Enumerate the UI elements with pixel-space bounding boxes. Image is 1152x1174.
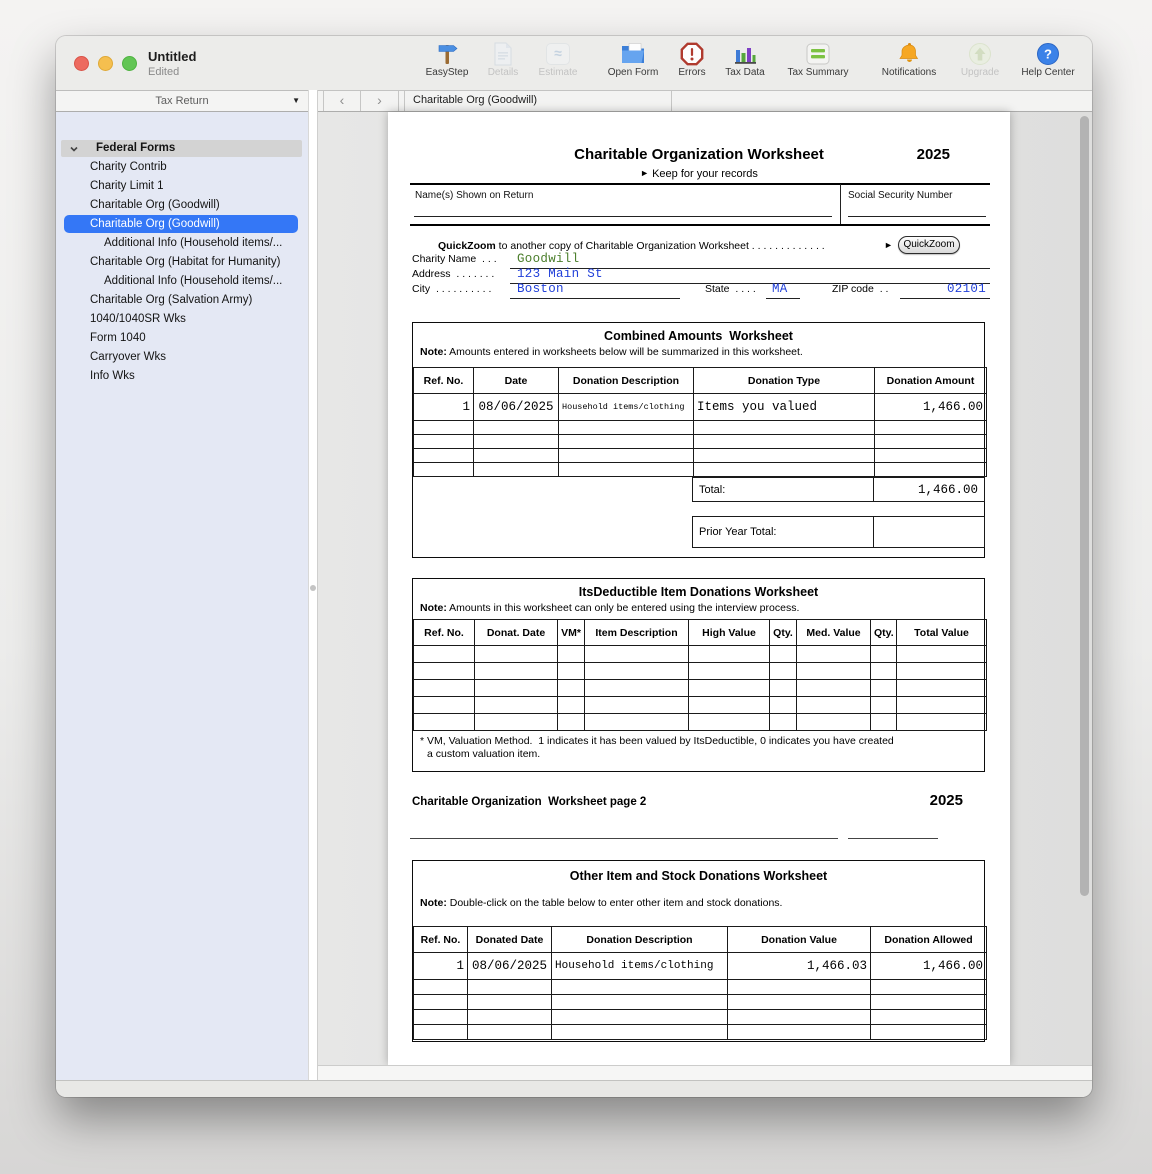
forward-button[interactable] bbox=[361, 91, 399, 111]
state-label: State . . . . bbox=[705, 283, 756, 295]
empty-cell bbox=[871, 680, 897, 697]
sidebar-item-charitable-org-goodwill-2-selected[interactable]: Charitable Org (Goodwill) bbox=[64, 215, 298, 233]
empty-cell[interactable] bbox=[694, 435, 875, 449]
empty-cell bbox=[475, 680, 558, 697]
prior-year-total-label: Prior Year Total: bbox=[693, 517, 874, 548]
splitter-handle-icon bbox=[310, 585, 316, 591]
empty-cell bbox=[871, 646, 897, 663]
table-row bbox=[414, 953, 987, 980]
donation-amount-cell[interactable]: 1,466.00 bbox=[875, 394, 987, 421]
toolbar-tax-data-button[interactable]: Tax Data bbox=[700, 41, 790, 78]
itsdeductible-title: ItsDeductible Item Donations Worksheet bbox=[578, 585, 819, 599]
table-header-row: Ref. No. Donat. Date VM* Item Description High Value Qty. Med. Value Qty. Total Value bbox=[414, 620, 987, 646]
other-donations-table[interactable] bbox=[413, 926, 987, 1040]
empty-cell[interactable] bbox=[871, 995, 987, 1010]
window-edited-state: Edited bbox=[148, 66, 180, 78]
empty-cell bbox=[558, 646, 585, 663]
empty-cell bbox=[871, 697, 897, 714]
empty-cell[interactable] bbox=[728, 995, 871, 1010]
empty-cell[interactable] bbox=[414, 421, 474, 435]
city-underline[interactable] bbox=[510, 298, 680, 299]
chevron-left-icon: ‹ bbox=[339, 92, 345, 108]
state-value[interactable]: MA bbox=[772, 282, 788, 296]
table-row bbox=[414, 1025, 987, 1040]
empty-cell[interactable] bbox=[414, 1010, 468, 1025]
toolbar-upgrade-button: Upgrade bbox=[935, 41, 1025, 78]
empty-cell[interactable] bbox=[694, 463, 875, 477]
sidebar-item-form-1040[interactable]: Form 1040 bbox=[90, 332, 146, 344]
divider bbox=[410, 183, 990, 185]
donated-date-cell[interactable]: 08/06/2025 bbox=[468, 953, 552, 980]
empty-cell bbox=[414, 663, 475, 680]
arrow-right-icon: ► bbox=[884, 240, 893, 250]
empty-cell[interactable] bbox=[694, 421, 875, 435]
close-window-button[interactable] bbox=[74, 56, 89, 71]
empty-cell[interactable] bbox=[414, 463, 474, 477]
name-field-underline[interactable] bbox=[414, 216, 832, 217]
total-value: 1,466.00 bbox=[874, 478, 985, 502]
table-row bbox=[414, 646, 987, 663]
empty-cell[interactable] bbox=[414, 449, 474, 463]
sidebar-item-charitable-org-salvation-army[interactable]: Charitable Org (Salvation Army) bbox=[90, 294, 253, 306]
table-row bbox=[414, 995, 987, 1010]
empty-cell bbox=[770, 680, 797, 697]
empty-cell[interactable] bbox=[552, 995, 728, 1010]
empty-cell bbox=[585, 714, 689, 731]
worksheet-page bbox=[388, 112, 1010, 1065]
donation-allowed-cell[interactable]: 1,466.00 bbox=[871, 953, 987, 980]
combined-amounts-box bbox=[412, 322, 985, 558]
prior-year-total-value[interactable] bbox=[874, 517, 985, 548]
empty-cell bbox=[558, 680, 585, 697]
empty-cell[interactable] bbox=[871, 980, 987, 995]
empty-cell bbox=[689, 697, 770, 714]
toolbar-errors-button[interactable]: Errors bbox=[647, 41, 737, 78]
table-row bbox=[414, 1010, 987, 1025]
divider bbox=[410, 224, 990, 226]
horizontal-scroll-area bbox=[318, 1065, 1092, 1080]
table-row bbox=[414, 463, 987, 477]
address-value[interactable]: 123 Main St bbox=[517, 267, 603, 281]
page2-title: Charitable Organization Worksheet page 2 bbox=[412, 796, 647, 808]
empty-cell bbox=[797, 680, 871, 697]
arrow-right-icon: ► bbox=[640, 168, 650, 178]
tab-charitable-org-goodwill[interactable]: Charitable Org (Goodwill) bbox=[404, 91, 672, 111]
empty-cell bbox=[475, 714, 558, 731]
vertical-scrollbar[interactable] bbox=[1080, 116, 1089, 896]
sidebar-item-carryover-wks[interactable]: Carryover Wks bbox=[90, 351, 167, 363]
sidebar-item-1040-1040sr-wks[interactable]: 1040/1040SR Wks bbox=[90, 313, 186, 325]
empty-cell[interactable] bbox=[468, 980, 552, 995]
ref-no-cell[interactable]: 1 bbox=[414, 953, 468, 980]
charity-name-value[interactable]: Goodwill bbox=[517, 252, 580, 266]
table-row bbox=[414, 663, 987, 680]
toolbar-notifications-button[interactable]: Notifications bbox=[864, 41, 954, 78]
estimate-approx-icon: ≈ bbox=[513, 41, 603, 66]
form-year: 2025 bbox=[916, 146, 950, 163]
sidebar-item-additional-info-2[interactable]: Additional Info (Household items/... bbox=[104, 275, 283, 287]
tab-bar bbox=[318, 90, 1092, 112]
quickzoom-button[interactable]: QuickZoom bbox=[898, 236, 960, 254]
sidebar-view-dropdown[interactable] bbox=[56, 90, 308, 112]
empty-cell bbox=[414, 646, 475, 663]
empty-cell[interactable] bbox=[559, 435, 694, 449]
other-title: Other Item and Stock Donations Worksheet bbox=[569, 869, 828, 883]
empty-cell[interactable] bbox=[728, 1010, 871, 1025]
prior-year-total-row bbox=[692, 516, 985, 548]
empty-cell[interactable] bbox=[728, 1025, 871, 1040]
empty-cell[interactable] bbox=[414, 995, 468, 1010]
table-header-row: Ref. No. Date Donation Description Donation Type Donation Amount bbox=[414, 368, 987, 394]
empty-cell bbox=[770, 646, 797, 663]
form-content-area bbox=[318, 112, 1092, 1065]
header-band bbox=[56, 90, 1092, 112]
table-row bbox=[414, 394, 987, 421]
empty-cell[interactable] bbox=[559, 463, 694, 477]
state-underline[interactable] bbox=[766, 298, 800, 299]
zoom-window-button[interactable] bbox=[122, 56, 137, 71]
empty-cell[interactable] bbox=[474, 435, 559, 449]
dropdown-arrow-icon: ▼ bbox=[292, 96, 300, 105]
empty-cell[interactable] bbox=[694, 449, 875, 463]
empty-cell[interactable] bbox=[468, 995, 552, 1010]
page2-ssn-underline bbox=[848, 838, 938, 839]
empty-cell[interactable] bbox=[414, 435, 474, 449]
zip-underline[interactable] bbox=[900, 298, 990, 299]
sidebar-item-charitable-org-goodwill-1[interactable]: Charitable Org (Goodwill) bbox=[90, 199, 220, 211]
empty-cell bbox=[585, 646, 689, 663]
empty-cell bbox=[689, 663, 770, 680]
total-label: Total: bbox=[693, 478, 874, 502]
titlebar bbox=[56, 36, 1092, 90]
table-row bbox=[414, 714, 987, 731]
empty-cell bbox=[689, 646, 770, 663]
total-row bbox=[692, 477, 985, 502]
empty-cell bbox=[585, 663, 689, 680]
empty-cell bbox=[689, 680, 770, 697]
svg-text:?: ? bbox=[1044, 46, 1052, 61]
toolbar-help-center-button[interactable]: ? Help Center bbox=[1003, 41, 1092, 78]
table-row bbox=[414, 421, 987, 435]
empty-cell bbox=[475, 663, 558, 680]
empty-cell bbox=[797, 663, 871, 680]
table-header-row: Ref. No. Donated Date Donation Description Donation Value Donation Allowed bbox=[414, 927, 987, 953]
empty-cell[interactable] bbox=[468, 1025, 552, 1040]
empty-cell bbox=[414, 714, 475, 731]
itsdeductible-table bbox=[413, 619, 987, 731]
table-row bbox=[414, 449, 987, 463]
table-row bbox=[414, 435, 987, 449]
other-donations-box bbox=[412, 860, 985, 1042]
empty-cell bbox=[585, 680, 689, 697]
empty-cell bbox=[475, 697, 558, 714]
donation-description-cell[interactable]: Household items/clothing bbox=[559, 394, 694, 421]
ssn-label: Social Security Number bbox=[848, 190, 953, 201]
toolbar-details-button: Details bbox=[458, 41, 548, 78]
empty-cell bbox=[797, 697, 871, 714]
empty-cell[interactable] bbox=[875, 421, 987, 435]
empty-cell bbox=[871, 663, 897, 680]
sidebar-item-charity-contrib[interactable]: Charity Contrib bbox=[90, 161, 167, 173]
empty-cell[interactable] bbox=[728, 980, 871, 995]
window-bottom-bar bbox=[56, 1080, 1092, 1097]
address-label: Address . . . . . . . bbox=[412, 268, 495, 280]
empty-cell bbox=[770, 714, 797, 731]
back-button[interactable] bbox=[323, 91, 361, 111]
toolbar-easystep-button[interactable]: EasyStep bbox=[402, 41, 492, 78]
help-question-icon bbox=[1003, 41, 1092, 66]
toolbar-open-form-button[interactable]: Open Form bbox=[588, 41, 678, 78]
empty-cell[interactable] bbox=[468, 1010, 552, 1025]
empty-cell bbox=[414, 697, 475, 714]
donation-value-cell[interactable]: 1,466.03 bbox=[728, 953, 871, 980]
empty-cell bbox=[475, 646, 558, 663]
combined-title: Combined Amounts Worksheet bbox=[604, 329, 793, 343]
empty-cell[interactable] bbox=[559, 421, 694, 435]
empty-cell bbox=[897, 646, 987, 663]
city-value[interactable]: Boston bbox=[517, 282, 564, 296]
empty-cell[interactable] bbox=[875, 435, 987, 449]
charity-name-label: Charity Name . . . bbox=[412, 253, 497, 265]
keep-for-records-line: ► Keep for your records bbox=[640, 168, 758, 180]
empty-cell bbox=[797, 646, 871, 663]
form-title: Charitable Organization Worksheet bbox=[574, 146, 824, 163]
page2-name-underline bbox=[410, 838, 838, 839]
empty-cell[interactable] bbox=[552, 1025, 728, 1040]
empty-cell[interactable] bbox=[871, 1010, 987, 1025]
empty-cell bbox=[585, 697, 689, 714]
empty-cell[interactable] bbox=[552, 980, 728, 995]
divider bbox=[840, 184, 841, 226]
empty-cell[interactable] bbox=[474, 463, 559, 477]
other-note: Note: Double-click on the table below to enter other item and stock donations. bbox=[420, 897, 783, 909]
table-row bbox=[414, 980, 987, 995]
empty-cell[interactable] bbox=[414, 1025, 468, 1040]
toolbar-estimate-button: ≈ Estimate bbox=[513, 41, 603, 78]
empty-cell bbox=[897, 714, 987, 731]
empty-cell bbox=[897, 663, 987, 680]
sidebar-item-additional-info-1[interactable]: Additional Info (Household items/... bbox=[104, 237, 283, 249]
quickzoom-line: QuickZoom to another copy of Charitable Organization Worksheet . . . . . . . . . . . . . bbox=[438, 240, 825, 252]
city-label: City . . . . . . . . . . bbox=[412, 283, 492, 295]
empty-cell[interactable] bbox=[871, 1025, 987, 1040]
forms-sidebar bbox=[56, 112, 308, 1080]
zip-label: ZIP code . . bbox=[832, 283, 889, 295]
window-title: Untitled bbox=[148, 49, 197, 64]
empty-cell bbox=[558, 663, 585, 680]
sidebar-item-charitable-org-habitat[interactable]: Charitable Org (Habitat for Humanity) bbox=[90, 256, 281, 268]
empty-cell[interactable] bbox=[875, 449, 987, 463]
empty-cell bbox=[797, 714, 871, 731]
empty-cell bbox=[770, 663, 797, 680]
ssn-field-underline[interactable] bbox=[848, 216, 986, 217]
vm-footnote-line1: * VM, Valuation Method. 1 indicates it has been valued by ItsDeductible, 0 indicates you have created bbox=[420, 735, 894, 747]
table-row bbox=[414, 697, 987, 714]
empty-cell bbox=[558, 714, 585, 731]
chevron-right-icon: › bbox=[377, 92, 382, 108]
empty-cell[interactable] bbox=[559, 449, 694, 463]
empty-cell bbox=[558, 697, 585, 714]
empty-cell bbox=[689, 714, 770, 731]
page2-year: 2025 bbox=[929, 792, 963, 809]
sidebar-group-federal-forms[interactable]: Federal Forms bbox=[61, 140, 302, 157]
empty-cell bbox=[770, 697, 797, 714]
ref-no-cell[interactable]: 1 bbox=[414, 394, 474, 421]
table-row bbox=[414, 680, 987, 697]
tax-summary-list-icon bbox=[773, 41, 863, 66]
date-cell[interactable]: 08/06/2025 bbox=[474, 394, 559, 421]
app-window bbox=[56, 36, 1092, 1097]
empty-cell[interactable] bbox=[875, 463, 987, 477]
empty-cell[interactable] bbox=[552, 1010, 728, 1025]
combined-note: Note: Amounts entered in worksheets below will be summarized in this worksheet. bbox=[420, 346, 803, 358]
itsdeductible-note: Note: Amounts in this worksheet can only be entered using the interview process. bbox=[420, 602, 800, 614]
sidebar-item-charity-limit-1[interactable]: Charity Limit 1 bbox=[90, 180, 164, 192]
empty-cell bbox=[871, 714, 897, 731]
zip-value[interactable]: 02101 bbox=[946, 282, 986, 296]
sidebar-splitter[interactable] bbox=[308, 90, 318, 1080]
donation-type-cell[interactable]: Items you valued bbox=[694, 394, 875, 421]
donation-description-cell[interactable]: Household items/clothing bbox=[552, 953, 728, 980]
sidebar-item-info-wks[interactable]: Info Wks bbox=[90, 370, 135, 382]
empty-cell[interactable] bbox=[474, 421, 559, 435]
itsdeductible-box bbox=[412, 578, 985, 772]
combined-table bbox=[413, 367, 987, 477]
empty-cell bbox=[414, 680, 475, 697]
toolbar-tax-summary-button[interactable]: Tax Summary bbox=[773, 41, 863, 78]
empty-cell[interactable] bbox=[474, 449, 559, 463]
vm-footnote-line2: a custom valuation item. bbox=[427, 748, 541, 760]
empty-cell[interactable] bbox=[414, 980, 468, 995]
sidebar-view-label: Tax Return bbox=[155, 95, 209, 107]
name-shown-label: Name(s) Shown on Return bbox=[415, 190, 534, 201]
empty-cell bbox=[897, 697, 987, 714]
minimize-window-button[interactable] bbox=[98, 56, 113, 71]
empty-cell bbox=[897, 680, 987, 697]
